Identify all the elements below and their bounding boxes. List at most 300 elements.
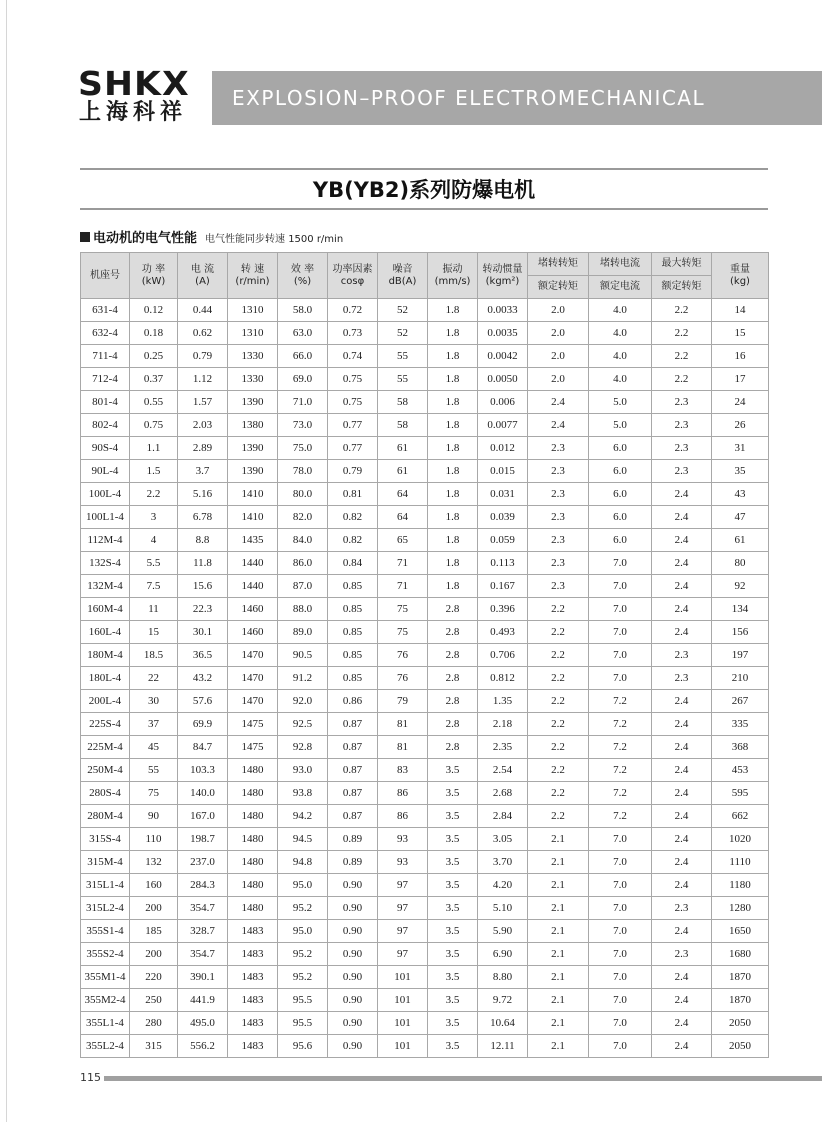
table-cell: 92 — [712, 575, 769, 598]
table-cell: 92.8 — [278, 736, 328, 759]
table-cell: 10.64 — [478, 1012, 528, 1035]
table-cell: 2.3 — [528, 483, 589, 506]
table-cell: 0.039 — [478, 506, 528, 529]
table-cell: 237.0 — [178, 851, 228, 874]
table-cell: 712-4 — [81, 368, 130, 391]
table-cell: 1470 — [228, 667, 278, 690]
table-cell: 12.11 — [478, 1035, 528, 1058]
table-cell: 4.0 — [589, 345, 652, 368]
table-cell: 2.2 — [528, 736, 589, 759]
table-cell: 200 — [130, 943, 178, 966]
table-cell: 43 — [712, 483, 769, 506]
motor-spec-table — [80, 252, 769, 1058]
table-cell: 47 — [712, 506, 769, 529]
table-cell: 93 — [378, 851, 428, 874]
table-cell: 2.2 — [130, 483, 178, 506]
table-cell: 2.4 — [652, 805, 712, 828]
table-cell: 55 — [378, 368, 428, 391]
table-cell: 7.0 — [589, 667, 652, 690]
table-cell: 2.2 — [528, 713, 589, 736]
table-cell: 1470 — [228, 644, 278, 667]
table-cell: 14 — [712, 299, 769, 322]
table-cell: 75.0 — [278, 437, 328, 460]
table-cell: 0.012 — [478, 437, 528, 460]
table-cell: 0.059 — [478, 529, 528, 552]
table-cell: 66.0 — [278, 345, 328, 368]
table-cell: 0.90 — [328, 897, 378, 920]
table-cell: 631-4 — [81, 299, 130, 322]
table-cell: 2.4 — [652, 759, 712, 782]
table-cell: 95.0 — [278, 874, 328, 897]
table-cell: 0.90 — [328, 1012, 378, 1035]
table-cell: 2.4 — [528, 391, 589, 414]
table-cell: 0.72 — [328, 299, 378, 322]
table-cell: 3.5 — [428, 805, 478, 828]
table-cell: 1.8 — [428, 437, 478, 460]
table-cell: 1480 — [228, 782, 278, 805]
table-cell: 76 — [378, 644, 428, 667]
table-cell: 1.8 — [428, 391, 478, 414]
table-cell: 2.2 — [528, 667, 589, 690]
table-cell: 94.2 — [278, 805, 328, 828]
table-cell: 83 — [378, 759, 428, 782]
table-cell: 64 — [378, 483, 428, 506]
table-cell: 95.6 — [278, 1035, 328, 1058]
table-cell: 1483 — [228, 920, 278, 943]
table-cell: 91.2 — [278, 667, 328, 690]
table-cell: 1410 — [228, 483, 278, 506]
table-cell: 1680 — [712, 943, 769, 966]
table-cell: 250M-4 — [81, 759, 130, 782]
table-cell: 0.74 — [328, 345, 378, 368]
table-cell: 2.4 — [652, 575, 712, 598]
table-cell: 2.4 — [652, 736, 712, 759]
table-cell: 2.2 — [652, 322, 712, 345]
table-row — [81, 598, 769, 621]
table-cell: 26 — [712, 414, 769, 437]
header-banner — [212, 71, 822, 125]
table-cell: 1.8 — [428, 322, 478, 345]
table-cell: 78.0 — [278, 460, 328, 483]
table-cell: 280S-4 — [81, 782, 130, 805]
table-cell: 1280 — [712, 897, 769, 920]
table-cell: 86 — [378, 805, 428, 828]
table-row — [81, 1012, 769, 1035]
table-cell: 76 — [378, 667, 428, 690]
table-cell: 101 — [378, 1012, 428, 1035]
table-row — [81, 690, 769, 713]
table-cell: 5.16 — [178, 483, 228, 506]
table-cell: 57.6 — [178, 690, 228, 713]
table-cell: 315L1-4 — [81, 874, 130, 897]
table-cell: 1.8 — [428, 368, 478, 391]
table-cell: 61 — [378, 460, 428, 483]
table-cell: 100L-4 — [81, 483, 130, 506]
table-cell: 63.0 — [278, 322, 328, 345]
table-cell: 441.9 — [178, 989, 228, 1012]
table-cell: 134 — [712, 598, 769, 621]
table-cell: 3.5 — [428, 989, 478, 1012]
table-cell: 16 — [712, 345, 769, 368]
header-power: 功 率 (kW) — [130, 253, 178, 299]
header-weight: 重量 (kg) — [712, 253, 769, 299]
table-cell: 280 — [130, 1012, 178, 1035]
table-cell: 5.0 — [589, 391, 652, 414]
table-cell: 2.3 — [652, 644, 712, 667]
table-cell: 2.4 — [652, 989, 712, 1012]
table-cell: 0.77 — [328, 414, 378, 437]
table-cell: 97 — [378, 897, 428, 920]
table-cell: 2.1 — [528, 920, 589, 943]
table-cell: 92.0 — [278, 690, 328, 713]
table-cell: 95.2 — [278, 943, 328, 966]
table-cell: 69.9 — [178, 713, 228, 736]
table-cell: 315 — [130, 1035, 178, 1058]
table-cell: 4.0 — [589, 299, 652, 322]
section-heading — [80, 227, 343, 247]
table-cell: 200L-4 — [81, 690, 130, 713]
table-cell: 6.0 — [589, 437, 652, 460]
table-cell: 2.8 — [428, 713, 478, 736]
header-noise: 噪音 dB(A) — [378, 253, 428, 299]
table-cell: 0.86 — [328, 690, 378, 713]
table-row — [81, 299, 769, 322]
table-cell: 37 — [130, 713, 178, 736]
table-cell: 1.8 — [428, 575, 478, 598]
header-speed: 转 速 (r/min) — [228, 253, 278, 299]
table-cell: 2.0 — [528, 299, 589, 322]
table-cell: 197 — [712, 644, 769, 667]
table-cell: 65 — [378, 529, 428, 552]
table-cell: 8.8 — [178, 529, 228, 552]
header-inertia: 转动惯量 (kgm²) — [478, 253, 528, 299]
table-cell: 43.2 — [178, 667, 228, 690]
table-cell: 64 — [378, 506, 428, 529]
table-cell: 18.5 — [130, 644, 178, 667]
table-cell: 3.5 — [428, 920, 478, 943]
table-cell: 2.4 — [652, 713, 712, 736]
table-row — [81, 437, 769, 460]
table-cell: 2.4 — [652, 828, 712, 851]
table-cell: 80 — [712, 552, 769, 575]
table-cell: 90S-4 — [81, 437, 130, 460]
title-rule-bottom — [80, 208, 768, 210]
table-cell: 3 — [130, 506, 178, 529]
table-cell: 2.8 — [428, 736, 478, 759]
table-row — [81, 667, 769, 690]
table-cell: 2.1 — [528, 1012, 589, 1035]
table-cell: 2.3 — [528, 575, 589, 598]
table-cell: 0.87 — [328, 736, 378, 759]
table-cell: 101 — [378, 989, 428, 1012]
table-cell: 2.3 — [528, 529, 589, 552]
table-cell: 1410 — [228, 506, 278, 529]
table-cell: 2.2 — [528, 782, 589, 805]
table-cell: 5.90 — [478, 920, 528, 943]
table-cell: 0.493 — [478, 621, 528, 644]
table-cell: 58.0 — [278, 299, 328, 322]
table-cell: 0.82 — [328, 529, 378, 552]
table-cell: 95.2 — [278, 897, 328, 920]
table-cell: 0.0042 — [478, 345, 528, 368]
table-cell: 0.113 — [478, 552, 528, 575]
table-cell: 1483 — [228, 1012, 278, 1035]
header-vibration: 振动 (mm/s) — [428, 253, 478, 299]
table-cell: 0.0035 — [478, 322, 528, 345]
table-cell: 210 — [712, 667, 769, 690]
table-cell: 86.0 — [278, 552, 328, 575]
table-cell: 2.2 — [528, 690, 589, 713]
table-cell: 160 — [130, 874, 178, 897]
table-cell: 2.68 — [478, 782, 528, 805]
table-cell: 1.8 — [428, 345, 478, 368]
table-cell: 0.18 — [130, 322, 178, 345]
table-cell: 160M-4 — [81, 598, 130, 621]
table-cell: 4.20 — [478, 874, 528, 897]
table-cell: 5.0 — [589, 414, 652, 437]
table-cell: 2.2 — [652, 299, 712, 322]
table-row — [81, 943, 769, 966]
table-cell: 0.75 — [328, 391, 378, 414]
table-cell: 2.2 — [528, 759, 589, 782]
table-cell: 2.1 — [528, 943, 589, 966]
table-cell: 110 — [130, 828, 178, 851]
table-cell: 335 — [712, 713, 769, 736]
table-cell: 75 — [378, 598, 428, 621]
table-cell: 2.3 — [652, 667, 712, 690]
table-cell: 2.0 — [528, 345, 589, 368]
table-cell: 6.0 — [589, 460, 652, 483]
table-cell: 2.0 — [528, 368, 589, 391]
table-row — [81, 920, 769, 943]
table-cell: 93.0 — [278, 759, 328, 782]
table-cell: 0.75 — [328, 368, 378, 391]
table-cell: 180L-4 — [81, 667, 130, 690]
table-cell: 36.5 — [178, 644, 228, 667]
table-cell: 1475 — [228, 736, 278, 759]
table-cell: 61 — [378, 437, 428, 460]
logo-wordmark: SHKX — [78, 64, 190, 103]
table-cell: 2.3 — [528, 506, 589, 529]
table-cell: 101 — [378, 966, 428, 989]
table-cell: 225S-4 — [81, 713, 130, 736]
table-row — [81, 460, 769, 483]
header-locked-torque-bottom: 额定转矩 — [528, 276, 589, 299]
table-cell: 2.2 — [528, 805, 589, 828]
table-cell: 453 — [712, 759, 769, 782]
table-cell: 7.0 — [589, 943, 652, 966]
table-cell: 0.90 — [328, 874, 378, 897]
table-cell: 0.85 — [328, 621, 378, 644]
table-cell: 1.35 — [478, 690, 528, 713]
table-cell: 1483 — [228, 989, 278, 1012]
table-cell: 3.5 — [428, 1012, 478, 1035]
table-cell: 3.5 — [428, 874, 478, 897]
table-cell: 0.85 — [328, 598, 378, 621]
table-cell: 328.7 — [178, 920, 228, 943]
table-cell: 69.0 — [278, 368, 328, 391]
table-cell: 711-4 — [81, 345, 130, 368]
table-row — [81, 322, 769, 345]
table-cell: 71 — [378, 575, 428, 598]
table-cell: 315S-4 — [81, 828, 130, 851]
table-cell: 3.05 — [478, 828, 528, 851]
table-cell: 3.5 — [428, 897, 478, 920]
table-cell: 90L-4 — [81, 460, 130, 483]
table-cell: 1483 — [228, 943, 278, 966]
table-cell: 7.0 — [589, 874, 652, 897]
table-cell: 0.006 — [478, 391, 528, 414]
table-cell: 556.2 — [178, 1035, 228, 1058]
table-cell: 84.7 — [178, 736, 228, 759]
table-cell: 632-4 — [81, 322, 130, 345]
table-cell: 7.5 — [130, 575, 178, 598]
table-row — [81, 506, 769, 529]
table-cell: 3.5 — [428, 943, 478, 966]
table-cell: 2.4 — [652, 598, 712, 621]
table-cell: 2.2 — [652, 345, 712, 368]
table-cell: 2.8 — [428, 598, 478, 621]
table-cell: 1870 — [712, 966, 769, 989]
table-cell: 2.4 — [652, 851, 712, 874]
table-cell: 7.0 — [589, 1035, 652, 1058]
table-cell: 30 — [130, 690, 178, 713]
table-cell: 2.35 — [478, 736, 528, 759]
table-cell: 355S2-4 — [81, 943, 130, 966]
table-cell: 0.77 — [328, 437, 378, 460]
table-cell: 1.8 — [428, 460, 478, 483]
table-cell: 2.1 — [528, 966, 589, 989]
table-cell: 55 — [130, 759, 178, 782]
table-row — [81, 345, 769, 368]
table-cell: 1.1 — [130, 437, 178, 460]
table-cell: 1440 — [228, 552, 278, 575]
table-cell: 1020 — [712, 828, 769, 851]
table-cell: 7.0 — [589, 1012, 652, 1035]
table-cell: 3.5 — [428, 782, 478, 805]
table-cell: 1480 — [228, 851, 278, 874]
table-cell: 2.1 — [528, 874, 589, 897]
table-cell: 2.4 — [652, 483, 712, 506]
table-cell: 3.5 — [428, 851, 478, 874]
header-max-torque-bottom: 额定转矩 — [652, 276, 712, 299]
table-cell: 97 — [378, 920, 428, 943]
table-cell: 180M-4 — [81, 644, 130, 667]
table-cell: 95.5 — [278, 1012, 328, 1035]
banner-text: EXPLOSION–PROOF ELECTROMECHANICAL — [232, 86, 706, 110]
table-cell: 156 — [712, 621, 769, 644]
title-rule-top — [80, 168, 768, 170]
table-cell: 595 — [712, 782, 769, 805]
table-cell: 0.79 — [178, 345, 228, 368]
table-cell: 75 — [378, 621, 428, 644]
table-cell: 132M-4 — [81, 575, 130, 598]
table-cell: 2.4 — [652, 966, 712, 989]
table-cell: 95.0 — [278, 920, 328, 943]
table-cell: 2.4 — [528, 414, 589, 437]
table-cell: 132S-4 — [81, 552, 130, 575]
table-cell: 495.0 — [178, 1012, 228, 1035]
table-cell: 2.4 — [652, 506, 712, 529]
table-cell: 58 — [378, 414, 428, 437]
table-row — [81, 529, 769, 552]
table-cell: 2.1 — [528, 1035, 589, 1058]
table-cell: 0.82 — [328, 506, 378, 529]
table-cell: 61 — [712, 529, 769, 552]
table-cell: 94.8 — [278, 851, 328, 874]
table-cell: 7.2 — [589, 736, 652, 759]
table-cell: 3.5 — [428, 1035, 478, 1058]
square-bullet-icon — [80, 232, 90, 242]
header-locked-torque-top: 堵转转矩 — [528, 253, 589, 276]
table-row — [81, 805, 769, 828]
table-cell: 355M2-4 — [81, 989, 130, 1012]
table-cell: 2050 — [712, 1012, 769, 1035]
table-cell: 1480 — [228, 805, 278, 828]
table-cell: 1870 — [712, 989, 769, 1012]
table-row — [81, 874, 769, 897]
table-cell: 2.1 — [528, 989, 589, 1012]
table-cell: 100L1-4 — [81, 506, 130, 529]
table-cell: 0.85 — [328, 575, 378, 598]
table-cell: 7.0 — [589, 621, 652, 644]
table-cell: 1310 — [228, 299, 278, 322]
page-left-rule — [6, 0, 7, 1122]
table-cell: 3.70 — [478, 851, 528, 874]
table-cell: 73.0 — [278, 414, 328, 437]
table-cell: 1330 — [228, 345, 278, 368]
table-cell: 4.0 — [589, 322, 652, 345]
table-cell: 280M-4 — [81, 805, 130, 828]
table-cell: 0.85 — [328, 667, 378, 690]
table-cell: 1110 — [712, 851, 769, 874]
table-cell: 1480 — [228, 759, 278, 782]
table-cell: 1435 — [228, 529, 278, 552]
table-cell: 93.8 — [278, 782, 328, 805]
table-cell: 15 — [712, 322, 769, 345]
table-row — [81, 644, 769, 667]
table-cell: 2.3 — [652, 943, 712, 966]
table-cell: 355M1-4 — [81, 966, 130, 989]
company-logo — [78, 66, 204, 130]
table-cell: 6.90 — [478, 943, 528, 966]
table-cell: 1.8 — [428, 506, 478, 529]
table-cell: 2.18 — [478, 713, 528, 736]
table-row — [81, 828, 769, 851]
table-cell: 0.87 — [328, 759, 378, 782]
table-cell: 2.8 — [428, 667, 478, 690]
table-cell: 9.72 — [478, 989, 528, 1012]
table-cell: 87.0 — [278, 575, 328, 598]
table-cell: 8.80 — [478, 966, 528, 989]
table-cell: 11 — [130, 598, 178, 621]
table-cell: 7.0 — [589, 644, 652, 667]
table-cell: 250 — [130, 989, 178, 1012]
table-cell: 94.5 — [278, 828, 328, 851]
table-cell: 1.8 — [428, 529, 478, 552]
table-cell: 52 — [378, 322, 428, 345]
table-cell: 0.12 — [130, 299, 178, 322]
table-cell: 355L2-4 — [81, 1035, 130, 1058]
table-row — [81, 414, 769, 437]
table-cell: 2.3 — [652, 437, 712, 460]
table-cell: 86 — [378, 782, 428, 805]
table-cell: 7.0 — [589, 966, 652, 989]
table-row — [81, 621, 769, 644]
table-cell: 185 — [130, 920, 178, 943]
table-cell: 0.90 — [328, 920, 378, 943]
table-cell: 802-4 — [81, 414, 130, 437]
